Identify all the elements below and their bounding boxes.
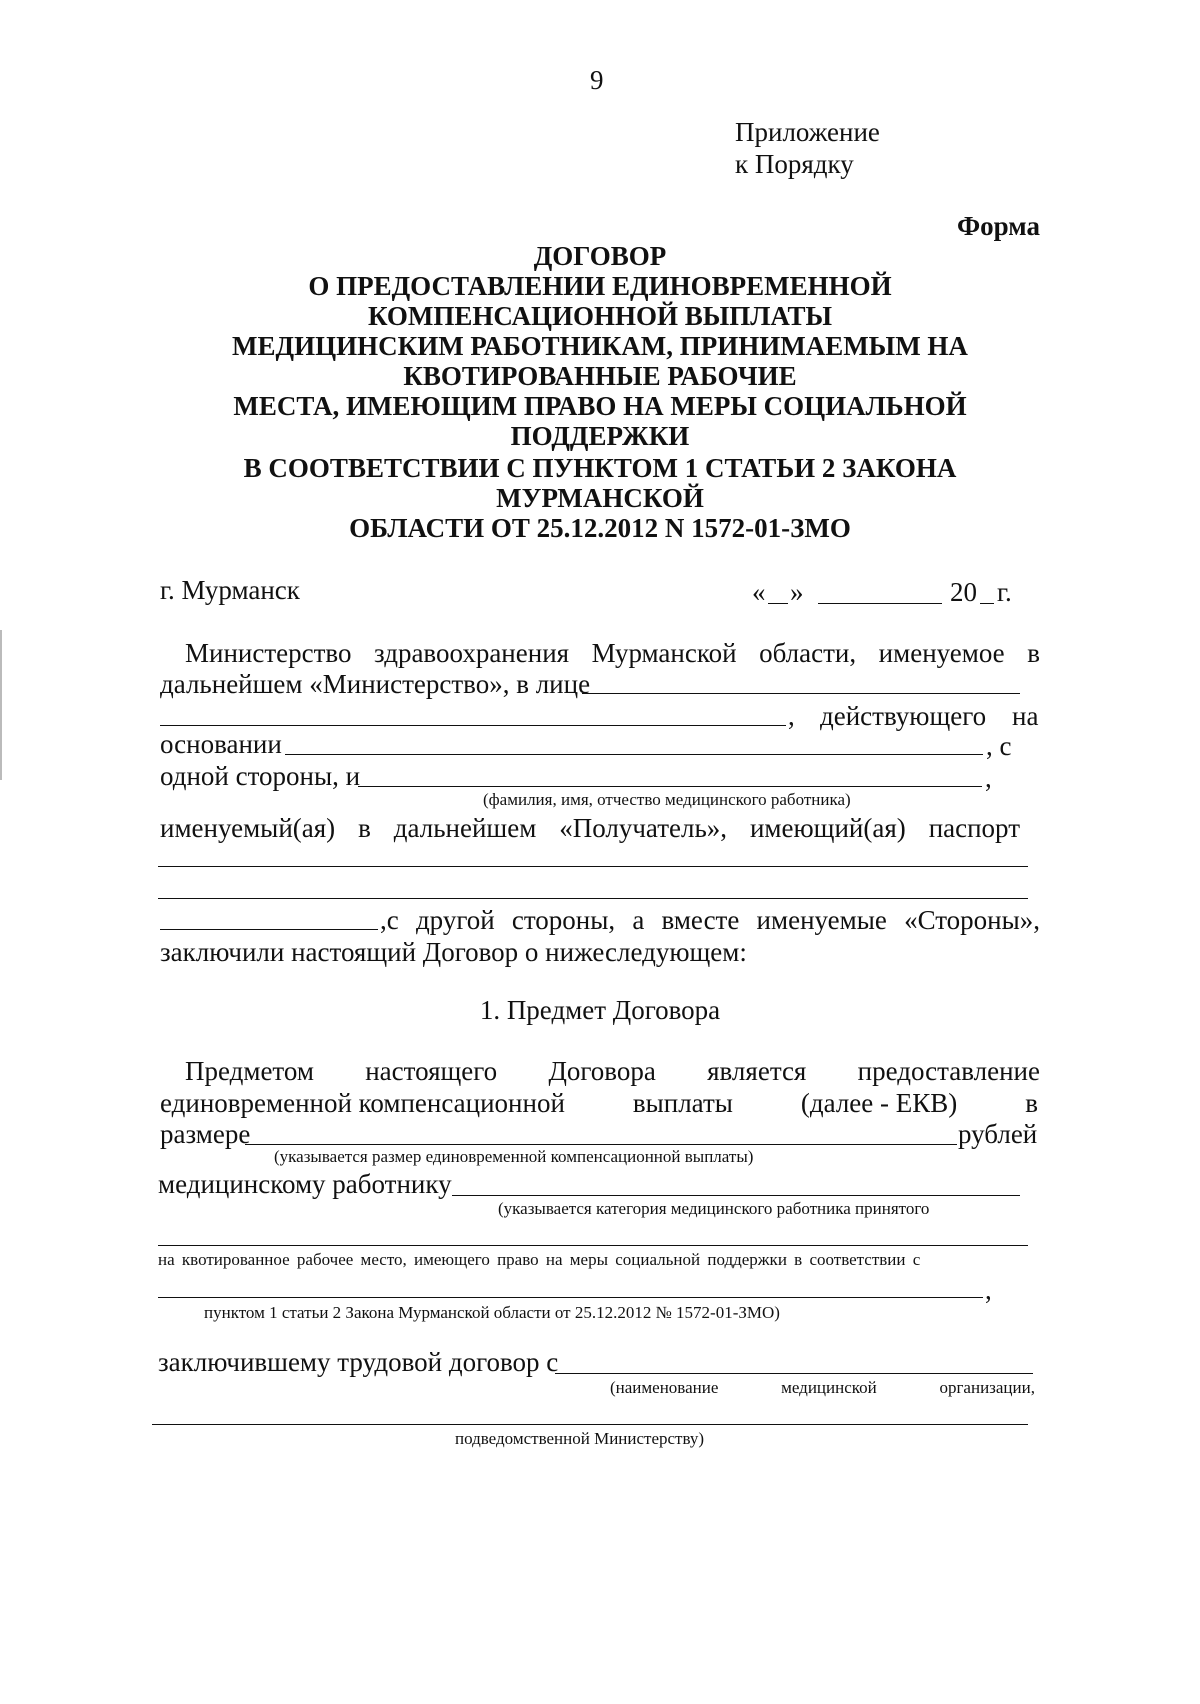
title-line: В СООТВЕТСТВИИ С ПУНКТОМ 1 СТАТЬИ 2 ЗАКОНА xyxy=(243,453,957,483)
employer-label: заключившему трудовой договор с xyxy=(158,1347,559,1377)
word: здравоохранения xyxy=(374,638,570,668)
comma: , xyxy=(788,701,795,731)
comma: , xyxy=(985,763,992,793)
representative-field-cont[interactable] xyxy=(160,725,786,726)
date-month-field[interactable] xyxy=(818,603,942,604)
word: паспорт xyxy=(928,813,1020,843)
date-year-suffix: г. xyxy=(997,577,1012,607)
word: «Стороны», xyxy=(904,905,1040,935)
word: Мурманской xyxy=(591,638,737,668)
worker-category-field[interactable] xyxy=(452,1195,1020,1196)
word: в xyxy=(1027,638,1040,668)
section-1-line-2 xyxy=(160,1087,1038,1119)
title-line: ПОДДЕРЖКИ xyxy=(510,421,690,451)
word: «Получатель», xyxy=(559,813,728,843)
word: имеющий(ая) xyxy=(749,813,906,843)
word: (наименование xyxy=(610,1378,719,1397)
employer-hint-1 xyxy=(610,1377,1035,1399)
title-line: КОМПЕНСАЦИОННОЙ ВЫПЛАТЫ xyxy=(367,301,833,331)
worker-category-field-cont[interactable] xyxy=(158,1245,1028,1246)
basis-suffix: , с xyxy=(986,731,1012,761)
form-label: Форма xyxy=(956,211,1040,241)
acting-word: действующего xyxy=(820,701,987,731)
section-1-heading: 1. Предмет Договора xyxy=(479,995,721,1025)
worker-category-hint: (указывается категория медицинского работника принятого xyxy=(498,1199,930,1218)
quota-hint: на квотированное рабочее место, имеющего право на меры социальной поддержки в соответствии с xyxy=(158,1250,921,1269)
intro-line-9: заключили настоящий Договор о нижеследующем: xyxy=(160,937,747,967)
word: ,с xyxy=(380,905,399,935)
title-line: МУРМАНСКОЙ xyxy=(496,483,704,513)
title-line: КВОТИРОВАННЫЕ РАБОЧИЕ xyxy=(403,361,797,391)
word: Договора xyxy=(548,1056,656,1086)
rubles-label: рублей xyxy=(958,1119,1038,1149)
on-word: на xyxy=(1012,701,1039,731)
title-line: МЕСТА, ИМЕЮЩИМ ПРАВО НА МЕРЫ СОЦИАЛЬНОЙ xyxy=(233,391,967,421)
recipient-name-hint: (фамилия, имя, отчество медицинского работника) xyxy=(483,790,851,809)
word: (далее - ЕКВ) xyxy=(800,1088,958,1118)
word: единовременной компенсационной xyxy=(160,1088,565,1118)
intro-line-1 xyxy=(185,637,1040,669)
worker-category-field-end[interactable] xyxy=(158,1297,983,1298)
passport-field-3[interactable] xyxy=(160,929,378,930)
title-line: О ПРЕДОСТАВЛЕНИИ ЕДИНОВРЕМЕННОЙ xyxy=(308,271,892,301)
section-1-line-1 xyxy=(185,1055,1040,1087)
amount-field[interactable] xyxy=(245,1144,957,1145)
basis-label: основании xyxy=(160,729,282,759)
word: является xyxy=(707,1056,807,1086)
word: выплаты xyxy=(632,1088,733,1118)
word: именуемые xyxy=(756,905,887,935)
amount-label: размере xyxy=(160,1119,251,1149)
comma: , xyxy=(985,1275,992,1305)
intro-line-2: дальнейшем «Министерство», в лице xyxy=(160,669,591,699)
title-line: ДОГОВОР xyxy=(533,241,667,271)
word: Предметом xyxy=(185,1056,314,1086)
date-day-field[interactable] xyxy=(768,603,788,604)
title-line: МЕДИЦИНСКИМ РАБОТНИКАМ, ПРИНИМАЕМЫМ НА xyxy=(232,331,968,361)
medical-worker-label: медицинскому работнику xyxy=(158,1169,452,1199)
word: а xyxy=(632,905,645,935)
recipient-name-field[interactable] xyxy=(358,786,982,787)
word: вместе xyxy=(661,905,740,935)
intro-line-6 xyxy=(160,812,1020,844)
employer-field[interactable] xyxy=(555,1373,1033,1374)
word: в xyxy=(1025,1088,1038,1118)
title-line: ОБЛАСТИ ОТ 25.12.2012 N 1572-01-ЗМО xyxy=(349,513,851,543)
word: именуемое xyxy=(878,638,1005,668)
party-one-label: одной стороны, и xyxy=(160,761,361,791)
law-reference-hint: пунктом 1 статьи 2 Закона Мурманской области от 25.12.2012 № 1572-01-ЗМО) xyxy=(204,1303,780,1322)
passport-field-1[interactable] xyxy=(158,866,1028,867)
word: настоящего xyxy=(365,1056,498,1086)
representative-field[interactable] xyxy=(582,693,1020,694)
date-quote-open: « xyxy=(752,577,766,607)
word: другой xyxy=(415,905,495,935)
word: области, xyxy=(759,638,857,668)
passport-field-2[interactable] xyxy=(158,898,1028,899)
scan-margin-mark xyxy=(0,630,2,780)
page-number: 9 xyxy=(590,65,604,95)
word: Министерство xyxy=(185,638,352,668)
employer-hint-2: подведомственной Министерству) xyxy=(455,1429,705,1448)
word: дальнейшем xyxy=(393,813,537,843)
basis-field[interactable] xyxy=(285,754,983,755)
word: в xyxy=(358,813,371,843)
appendix-reference: к Порядку xyxy=(735,149,854,179)
intro-line-8 xyxy=(380,904,1040,936)
word: предоставление xyxy=(857,1056,1040,1086)
word: стороны, xyxy=(511,905,616,935)
word: именуемый(ая) xyxy=(160,813,336,843)
date-year-field[interactable] xyxy=(980,603,994,604)
contract-city: г. Мурманск xyxy=(160,575,300,605)
date-year-prefix: 20 xyxy=(950,577,977,607)
amount-hint: (указывается размер единовременной компенсационной выплаты) xyxy=(274,1147,754,1166)
date-quote-close: » xyxy=(790,577,804,607)
employer-field-cont[interactable] xyxy=(152,1424,1028,1425)
word: организации, xyxy=(939,1378,1035,1397)
word: медицинской xyxy=(781,1378,877,1397)
appendix-label: Приложение xyxy=(735,117,880,147)
